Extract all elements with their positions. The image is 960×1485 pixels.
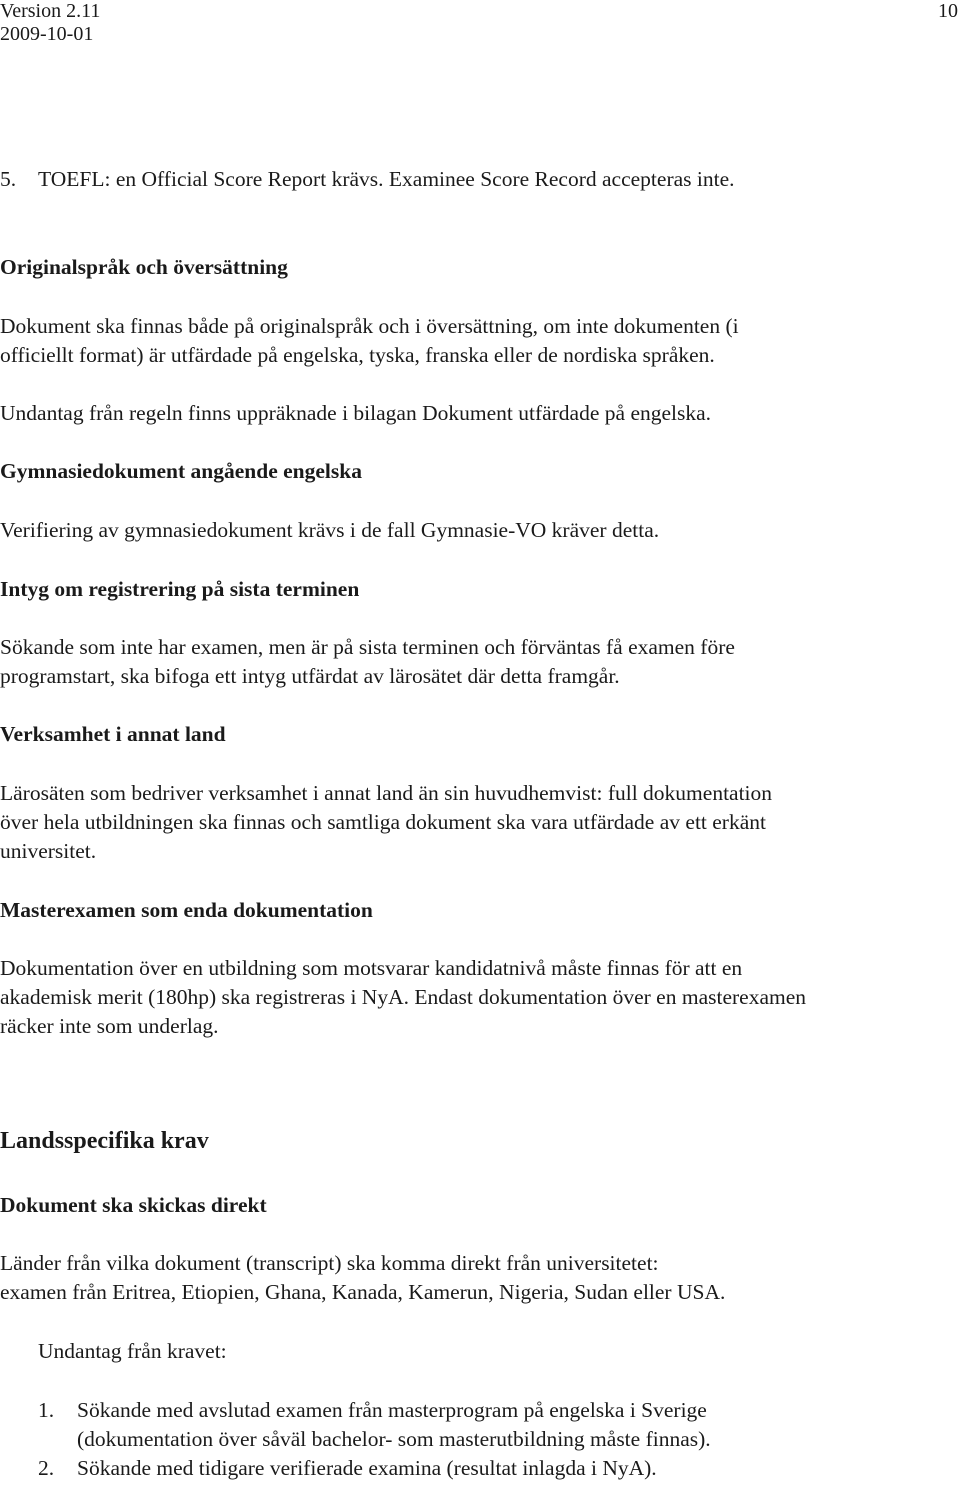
heading-direkt: Dokument ska skickas direkt: [0, 1193, 267, 1217]
list-item-2: [38, 1454, 657, 1483]
page-number: 10: [938, 0, 958, 22]
heading-originalsprak: Originalspråk och översättning: [0, 255, 288, 279]
list-item-number: 1.: [38, 1398, 55, 1422]
section-title-landsspecifika: Landsspecifika krav: [0, 1128, 209, 1154]
paragraph-line: universitet.: [0, 839, 97, 863]
paragraph-line: officiellt format) är utfärdade på engelska, tyska, franska eller de nordiska språken.: [0, 343, 715, 367]
paragraph-line: över hela utbildningen ska finnas och samtliga dokument ska vara utfärdade av ett erkänt: [0, 810, 766, 834]
list-item-5: [0, 165, 735, 194]
list-item-number: 5.: [0, 167, 17, 191]
heading-gymnasie: Gymnasiedokument angående engelska: [0, 459, 362, 483]
list-item-1: [38, 1396, 707, 1425]
heading-master: Masterexamen som enda dokumentation: [0, 898, 373, 922]
list-item-number: 2.: [38, 1456, 55, 1480]
header-version: Version 2.11: [0, 0, 101, 22]
paragraph-line: examen från Eritrea, Etiopien, Ghana, Kanada, Kamerun, Nigeria, Sudan eller USA.: [0, 1280, 726, 1304]
paragraph-note: Undantag från regeln finns uppräknade i bilagan Dokument utfärdade på engelska.: [0, 401, 712, 425]
heading-verksamhet: Verksamhet i annat land: [0, 722, 226, 746]
list-item-text: Sökande med tidigare verifierade examina (resultat inlagda i NyA).: [77, 1456, 657, 1480]
paragraph-line: räcker inte som underlag.: [0, 1014, 219, 1038]
paragraph-line: Länder från vilka dokument (transcript) ska komma direkt från universitetet:: [0, 1251, 659, 1275]
heading-intyg: Intyg om registrering på sista terminen: [0, 577, 360, 601]
paragraph-line: Dokumentation över en utbildning som motsvarar kandidatnivå måste finnas för att en: [0, 956, 743, 980]
paragraph-line: Verifiering av gymnasiedokument krävs i de fall Gymnasie-VO kräver detta.: [0, 518, 660, 542]
list-item-1-continuation: (dokumentation över såväl bachelor- som masterutbildning måste finnas).: [77, 1427, 711, 1451]
list-item-text: TOEFL: en Official Score Report krävs. Examinee Score Record accepteras inte.: [38, 167, 735, 191]
paragraph-line: Lärosäten som bedriver verksamhet i annat land än sin huvudhemvist: full dokumentation: [0, 781, 773, 805]
paragraph-line: akademisk merit (180hp) ska registreras i NyA. Endast dokumentation över en masterexamen: [0, 985, 807, 1009]
list-item-text: Sökande med avslutad examen från masterprogram på engelska i Sverige: [77, 1398, 707, 1422]
paragraph-line: Dokument ska finnas både på originalspråk och i översättning, om inte dokumenten (i: [0, 314, 739, 338]
exception-label: Undantag från kravet:: [38, 1339, 227, 1363]
paragraph-line: Sökande som inte har examen, men är på sista terminen och förväntas få examen före: [0, 635, 735, 659]
paragraph-line: programstart, ska bifoga ett intyg utfärdat av lärosätet där detta framgår.: [0, 664, 620, 688]
header-date: 2009-10-01: [0, 23, 94, 45]
